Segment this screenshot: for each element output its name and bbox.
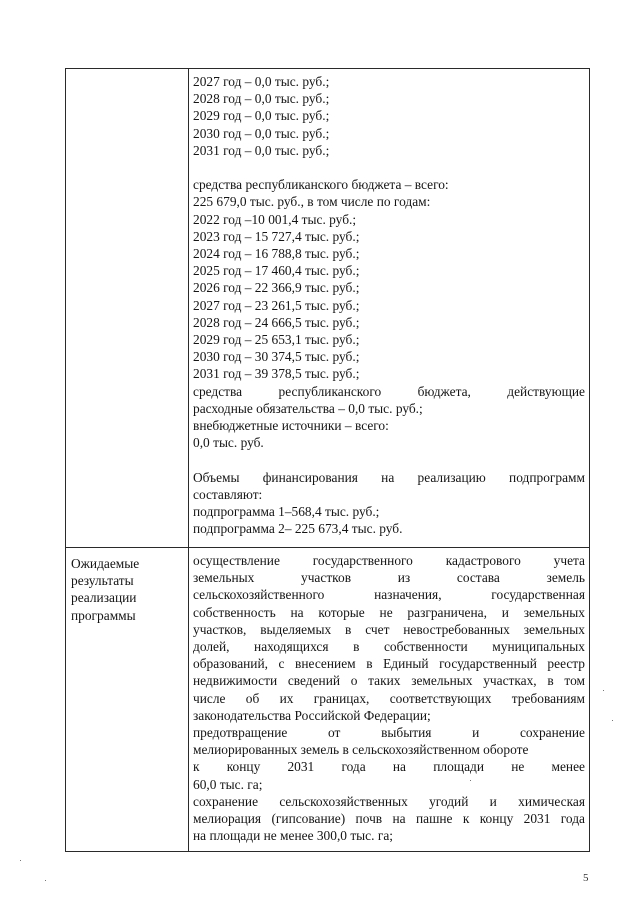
year-line: 2029 год – 25 653,1 тыс. руб.; — [193, 332, 360, 348]
result-line: к концу 2031 года на площади не менее — [193, 759, 585, 775]
result-line: образований, с внесением в Единый государственный реестр — [193, 656, 585, 672]
result-line: на площади не менее 300,0 тыс. га; — [193, 828, 393, 844]
table-top-border — [65, 68, 590, 69]
year-line: 2028 год – 24 666,5 тыс. руб.; — [193, 314, 360, 330]
year-line: 2031 год – 0,0 тыс. руб.; — [193, 142, 330, 158]
subprogram-line: подпрограмма 1–568,4 тыс. руб.; — [193, 504, 380, 520]
results-cell — [193, 552, 585, 844]
republic-budget-heading: средства республиканского бюджета – всего: — [193, 177, 449, 193]
result-line: 60,0 тыс. га; — [193, 776, 263, 792]
result-line: осуществление государственного кадастрового учета — [193, 553, 585, 568]
year-line: 2027 год – 0,0 тыс. руб.; — [193, 74, 330, 89]
result-line: мелиорированных земель в сельскохозяйственном обороте — [193, 742, 529, 758]
subprogram-line: подпрограмма 2– 225 673,4 тыс. руб. — [193, 521, 403, 537]
table-column-divider — [188, 68, 189, 852]
row-label-expected-results — [71, 555, 181, 624]
scan-speck — [603, 690, 604, 691]
row-divider — [65, 547, 590, 548]
row-label-line: реализации — [71, 590, 137, 606]
offbudget-line: 0,0 тыс. руб. — [193, 435, 264, 451]
table-left-border — [65, 68, 66, 852]
year-line: 2027 год – 23 261,5 тыс. руб.; — [193, 297, 360, 313]
year-line: 2025 год – 17 460,4 тыс. руб.; — [193, 263, 360, 279]
republic-budget-total: 225 679,0 тыс. руб., в том числе по годам: — [193, 194, 431, 210]
year-line: 2030 год – 30 374,5 тыс. руб.; — [193, 349, 360, 365]
obligations-line: расходные обязательства – 0,0 тыс. руб.; — [193, 400, 423, 416]
year-line: 2029 год – 0,0 тыс. руб.; — [193, 108, 330, 124]
obligations-line: средства республиканского бюджета, действующие — [193, 383, 585, 399]
year-line: 2023 год – 15 727,4 тыс. руб.; — [193, 228, 360, 244]
result-line: числе об их границах, соответствующих требованиям — [193, 690, 585, 706]
year-line: 2031 год – 39 378,5 тыс. руб.; — [193, 366, 360, 382]
result-line: законодательства Российской Федерации; — [193, 707, 431, 723]
row-label-line: программы — [71, 607, 136, 623]
result-line: предотвращение от выбытия и сохранение — [193, 725, 585, 741]
result-line: мелиорация (гипсование) почв на пашне к концу 2031 года — [193, 811, 585, 827]
row-label-line: результаты — [71, 573, 134, 589]
table-right-border — [589, 68, 590, 852]
volumes-line: составляют: — [193, 486, 263, 502]
year-line: 2022 год –10 001,4 тыс. руб.; — [193, 211, 357, 227]
scan-speck — [612, 720, 613, 721]
result-line: земельных участков из состава земель — [193, 570, 585, 586]
scan-speck — [470, 780, 471, 781]
result-line: собственность на которые не разграничена, и земельных — [193, 604, 585, 620]
year-line: 2026 год – 22 366,9 тыс. руб.; — [193, 280, 360, 296]
scan-speck — [20, 860, 21, 861]
year-line: 2024 год – 16 788,8 тыс. руб.; — [193, 246, 360, 262]
scan-speck — [45, 880, 46, 881]
row-label-line: Ожидаемые — [71, 556, 140, 571]
page-number: 5 — [583, 872, 589, 884]
year-line: 2028 год – 0,0 тыс. руб.; — [193, 91, 330, 107]
result-line: сохранение сельскохозяйственных угодий и химическая — [193, 793, 585, 809]
year-line: 2030 год – 0,0 тыс. руб.; — [193, 125, 330, 141]
result-line: сельскохозяйственного назначения, государственная — [193, 587, 585, 603]
volumes-line: Объемы финансирования на реализацию подпрограмм — [193, 469, 585, 485]
result-line: недвижимости сведений о таких земельных участках, в том — [193, 673, 585, 689]
table-bottom-border — [65, 851, 590, 852]
funding-cell — [193, 73, 585, 537]
offbudget-line: внебюджетные источники – всего: — [193, 418, 389, 434]
result-line: долей, находящихся в собственности муниципальных — [193, 639, 585, 655]
result-line: участков, выделяемых в счет невостребованных земельных — [193, 621, 585, 637]
